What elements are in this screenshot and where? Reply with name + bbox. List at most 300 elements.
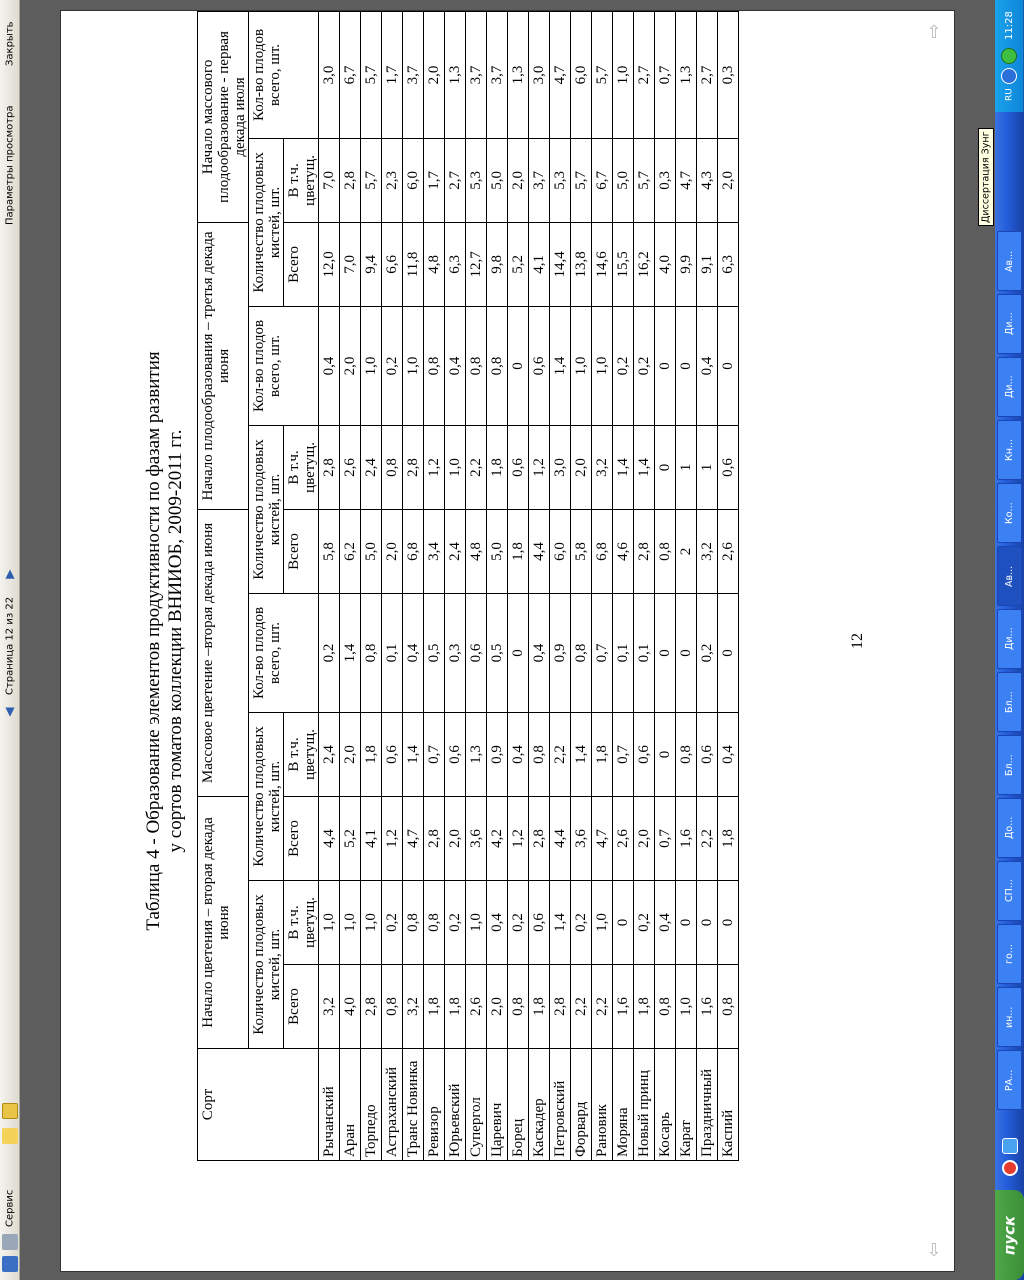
table-cell: 0,9 bbox=[487, 713, 508, 797]
table-cell: 0,2 bbox=[445, 881, 466, 965]
table-cell: 2,0 bbox=[718, 138, 739, 222]
header-fruits: Кол-во плодов всего, шт. bbox=[249, 12, 319, 139]
taskbar-button[interactable] bbox=[997, 483, 1022, 543]
table-row bbox=[424, 12, 445, 1161]
variety-name: Каскадер bbox=[529, 1049, 550, 1161]
table-cell: 1,3 bbox=[508, 12, 529, 139]
variety-name: Моряна bbox=[613, 1049, 634, 1161]
table-cell: 2,0 bbox=[487, 965, 508, 1049]
table-cell: 0,8 bbox=[655, 509, 676, 593]
next-page-icon[interactable]: ▼ bbox=[3, 568, 17, 582]
table-cell: 4,0 bbox=[340, 965, 361, 1049]
table-cell: 0,6 bbox=[445, 713, 466, 797]
table-cell: 6,3 bbox=[445, 222, 466, 306]
table-cell: 4,6 bbox=[613, 509, 634, 593]
table-cell: 0,3 bbox=[718, 12, 739, 139]
table-cell: 2,6 bbox=[718, 509, 739, 593]
table-cell: 0 bbox=[655, 593, 676, 712]
table-cell: 6,6 bbox=[382, 222, 403, 306]
table-cell: 12,7 bbox=[466, 222, 487, 306]
header-phase-1: Начало цветения – вторая декада июня bbox=[198, 797, 249, 1049]
scroll-up-icon[interactable]: ⇧ bbox=[926, 21, 942, 43]
table-cell: 5,0 bbox=[361, 509, 382, 593]
table-cell: 0,2 bbox=[382, 306, 403, 425]
table-row bbox=[466, 12, 487, 1161]
table-cell: 0,1 bbox=[634, 593, 655, 712]
taskbar-button[interactable] bbox=[997, 294, 1022, 354]
service-label: Сервис bbox=[4, 1189, 16, 1227]
table-cell: 4,2 bbox=[487, 797, 508, 881]
header-brush: Количество плодовых кистей, шт. bbox=[249, 425, 284, 593]
variety-name: Астраханский bbox=[382, 1049, 403, 1161]
table-cell: 0,2 bbox=[319, 593, 340, 712]
rotated-content bbox=[61, 11, 954, 1271]
taskbar-button[interactable] bbox=[997, 1050, 1022, 1110]
variety-name: Косарь bbox=[655, 1049, 676, 1161]
table-cell: 1,0 bbox=[361, 881, 382, 965]
table-cell: 0,4 bbox=[718, 713, 739, 797]
table-cell: 5,3 bbox=[466, 138, 487, 222]
table-cell: 1,2 bbox=[424, 425, 445, 509]
table-cell: 2,8 bbox=[340, 138, 361, 222]
table-row bbox=[445, 12, 466, 1161]
table-cell: 2,4 bbox=[361, 425, 382, 509]
table-cell: 2,0 bbox=[424, 12, 445, 139]
table-row bbox=[487, 12, 508, 1161]
table-row bbox=[718, 12, 739, 1161]
table-cell: 1,6 bbox=[697, 965, 718, 1049]
table-cell: 1,7 bbox=[382, 12, 403, 139]
table-cell: 6,0 bbox=[571, 12, 592, 139]
table-cell: 0 bbox=[655, 425, 676, 509]
table-cell: 2,7 bbox=[445, 138, 466, 222]
table-cell: 7,0 bbox=[340, 222, 361, 306]
table-cell: 1,8 bbox=[424, 965, 445, 1049]
close-label: Закрыть bbox=[4, 21, 16, 66]
table-row bbox=[382, 12, 403, 1161]
variety-name: Царевич bbox=[487, 1049, 508, 1161]
table-cell: 0 bbox=[655, 306, 676, 425]
table-cell: 0,8 bbox=[424, 306, 445, 425]
variety-name: Борец bbox=[508, 1049, 529, 1161]
table-cell: 0,8 bbox=[508, 965, 529, 1049]
view-params-label: Параметры просмотра bbox=[4, 105, 16, 225]
variety-name: Новый принц bbox=[634, 1049, 655, 1161]
taskbar-button[interactable] bbox=[997, 231, 1022, 291]
variety-name: Рычанский bbox=[319, 1049, 340, 1161]
table-cell: 1 bbox=[676, 425, 697, 509]
table-cell: 4,7 bbox=[676, 138, 697, 222]
table-cell: 2 bbox=[676, 509, 697, 593]
table-cell: 6,2 bbox=[340, 509, 361, 593]
table-cell: 5,2 bbox=[340, 797, 361, 881]
taskbar-button-label: Ав... bbox=[1004, 565, 1015, 587]
table-cell: 2,0 bbox=[445, 797, 466, 881]
variety-name: Супергол bbox=[466, 1049, 487, 1161]
language-icon[interactable] bbox=[1001, 68, 1017, 84]
table-cell: 0,8 bbox=[361, 593, 382, 712]
table-cell: 0,6 bbox=[634, 713, 655, 797]
table-cell: 6,8 bbox=[403, 509, 424, 593]
taskbar-button-label: Ди... bbox=[1004, 312, 1015, 336]
variety-name: Форвард bbox=[571, 1049, 592, 1161]
variety-name: Торпедо bbox=[361, 1049, 382, 1161]
table-cell: 0 bbox=[508, 306, 529, 425]
table-cell: 3,2 bbox=[319, 965, 340, 1049]
table-cell: 0 bbox=[676, 306, 697, 425]
table-cell: 0 bbox=[697, 881, 718, 965]
network-icon[interactable] bbox=[1001, 48, 1017, 64]
tooltip-text: Диссертация Зунг bbox=[980, 131, 992, 223]
table-cell: 0,8 bbox=[571, 593, 592, 712]
table-cell: 2,7 bbox=[634, 12, 655, 139]
table-cell: 4,4 bbox=[550, 797, 571, 881]
table-row bbox=[319, 12, 340, 1161]
table-cell: 0,8 bbox=[403, 881, 424, 965]
table-cell: 0 bbox=[655, 713, 676, 797]
table-row bbox=[403, 12, 424, 1161]
taskbar-button-label: Ко... bbox=[1004, 502, 1015, 524]
table-cell: 1,8 bbox=[487, 425, 508, 509]
page-number: 12 bbox=[849, 633, 866, 649]
view-params-menu[interactable] bbox=[0, 75, 20, 225]
table-cell: 0 bbox=[718, 593, 739, 712]
table-cell: 2,8 bbox=[403, 425, 424, 509]
taskbar-button-label: Ав... bbox=[1004, 250, 1015, 272]
taskbar-button-label: РА... bbox=[1004, 1069, 1015, 1091]
variety-name: Карат bbox=[676, 1049, 697, 1161]
prev-page-icon[interactable]: ▲ bbox=[3, 706, 17, 720]
table-cell: 3,6 bbox=[466, 797, 487, 881]
table-cell: 1,8 bbox=[592, 713, 613, 797]
title-line-2: у сортов томатов коллекции ВНИИОБ, 2009-2011 гг. bbox=[165, 429, 186, 853]
table-cell: 0,6 bbox=[529, 881, 550, 965]
taskbar-button-label: Бл... bbox=[1004, 691, 1015, 713]
start-button[interactable] bbox=[995, 1190, 1024, 1280]
close-button[interactable] bbox=[0, 0, 20, 66]
language-indicator[interactable]: RU bbox=[1004, 88, 1015, 102]
table-cell: 0,4 bbox=[445, 306, 466, 425]
table-cell: 6,3 bbox=[718, 222, 739, 306]
table-cell: 0,8 bbox=[487, 306, 508, 425]
table-cell: 3,2 bbox=[592, 425, 613, 509]
taskbar-button[interactable] bbox=[997, 987, 1022, 1047]
taskbar-button[interactable] bbox=[997, 546, 1022, 606]
table-cell: 1,4 bbox=[634, 425, 655, 509]
table-cell: 2,8 bbox=[529, 797, 550, 881]
table-cell: 0,2 bbox=[508, 881, 529, 965]
table-cell: 0,3 bbox=[445, 593, 466, 712]
folder-icon[interactable] bbox=[2, 1103, 18, 1119]
table-cell: 1,4 bbox=[340, 593, 361, 712]
table-cell: 4,4 bbox=[529, 509, 550, 593]
table-cell: 2,6 bbox=[613, 797, 634, 881]
table-cell: 5,7 bbox=[571, 138, 592, 222]
table-cell: 0 bbox=[718, 306, 739, 425]
page-view-icon[interactable] bbox=[2, 1256, 18, 1272]
tooltip bbox=[978, 128, 994, 226]
table-cell: 0,5 bbox=[487, 593, 508, 712]
table-cell: 4,7 bbox=[403, 797, 424, 881]
table-row bbox=[697, 12, 718, 1161]
variety-name: Аран bbox=[340, 1049, 361, 1161]
table-cell: 0,2 bbox=[634, 881, 655, 965]
service-menu[interactable] bbox=[0, 1155, 20, 1227]
header-total: Всего bbox=[284, 965, 319, 1049]
table-row bbox=[340, 12, 361, 1161]
document-page bbox=[60, 10, 955, 1272]
header-total: Всего bbox=[284, 222, 319, 306]
table-cell: 0,7 bbox=[424, 713, 445, 797]
table-cell: 11,8 bbox=[403, 222, 424, 306]
table-cell: 1,4 bbox=[403, 713, 424, 797]
taskbar-button-label: До... bbox=[1004, 816, 1015, 840]
table-cell: 0 bbox=[676, 593, 697, 712]
opera-icon[interactable] bbox=[1002, 1160, 1018, 1176]
table-cell: 7,0 bbox=[319, 138, 340, 222]
table-cell: 2,0 bbox=[634, 797, 655, 881]
variety-name: Юрьевский bbox=[445, 1049, 466, 1161]
table-cell: 0,4 bbox=[487, 881, 508, 965]
taskbar-button[interactable] bbox=[997, 357, 1022, 417]
table-cell: 3,7 bbox=[487, 12, 508, 139]
table-cell: 1,4 bbox=[613, 425, 634, 509]
table-cell: 5,7 bbox=[592, 12, 613, 139]
table-cell: 0,7 bbox=[613, 713, 634, 797]
table-row bbox=[508, 12, 529, 1161]
table-cell: 1 bbox=[697, 425, 718, 509]
table-cell: 0,8 bbox=[466, 306, 487, 425]
table-cell: 0,3 bbox=[655, 138, 676, 222]
table-cell: 9,4 bbox=[361, 222, 382, 306]
variety-name: Каспий bbox=[718, 1049, 739, 1161]
table-cell: 5,0 bbox=[487, 138, 508, 222]
table-cell: 1,0 bbox=[676, 965, 697, 1049]
table-cell: 0,9 bbox=[550, 593, 571, 712]
table-cell: 0,6 bbox=[466, 593, 487, 712]
taskbar-button[interactable] bbox=[997, 924, 1022, 984]
variety-name: Ревизор bbox=[424, 1049, 445, 1161]
table-cell: 0,4 bbox=[529, 593, 550, 712]
header-flowering: В т.ч. цветущ. bbox=[284, 713, 319, 797]
table-cell: 5,8 bbox=[319, 509, 340, 593]
table-cell: 0,2 bbox=[571, 881, 592, 965]
table-cell: 1,0 bbox=[361, 306, 382, 425]
title-line-1: Таблица 4 - Образование элементов продуктивности по фазам развития bbox=[143, 351, 164, 931]
table-cell: 3,2 bbox=[697, 509, 718, 593]
taskbar-button[interactable] bbox=[997, 420, 1022, 480]
table-cell: 4,0 bbox=[655, 222, 676, 306]
table-cell: 0,4 bbox=[508, 713, 529, 797]
table-cell: 1,0 bbox=[592, 881, 613, 965]
table-cell: 2,8 bbox=[319, 425, 340, 509]
table-cell: 0,5 bbox=[424, 593, 445, 712]
table-cell: 4,3 bbox=[697, 138, 718, 222]
page-indicator bbox=[0, 585, 20, 695]
variety-name: Транс Новинка bbox=[403, 1049, 424, 1161]
taskbar-button[interactable] bbox=[997, 798, 1022, 858]
table-cell: 0,4 bbox=[697, 306, 718, 425]
clock: 11:28 bbox=[1004, 11, 1015, 41]
taskbar-button[interactable] bbox=[997, 861, 1022, 921]
table-cell: 0,7 bbox=[655, 797, 676, 881]
viewer-toolbar bbox=[0, 0, 20, 1280]
table-row bbox=[676, 12, 697, 1161]
table-cell: 6,7 bbox=[340, 12, 361, 139]
table-cell: 2,2 bbox=[571, 965, 592, 1049]
table-cell: 15,5 bbox=[613, 222, 634, 306]
table-cell: 1,0 bbox=[592, 306, 613, 425]
table-cell: 1,0 bbox=[613, 12, 634, 139]
variety-name: Праздничный bbox=[697, 1049, 718, 1161]
table-cell: 5,3 bbox=[550, 138, 571, 222]
variety-name: Петровский bbox=[550, 1049, 571, 1161]
taskbar-button-label: Ди... bbox=[1004, 375, 1015, 399]
table-cell: 3,0 bbox=[529, 12, 550, 139]
table-cell: 2,4 bbox=[319, 713, 340, 797]
table-cell: 0,1 bbox=[613, 593, 634, 712]
table-cell: 1,8 bbox=[361, 713, 382, 797]
table-cell: 0,7 bbox=[655, 12, 676, 139]
table-cell: 2,2 bbox=[466, 425, 487, 509]
table-cell: 3,0 bbox=[550, 425, 571, 509]
print-icon[interactable] bbox=[2, 1234, 18, 1250]
table-cell: 3,4 bbox=[424, 509, 445, 593]
table-cell: 5,7 bbox=[361, 138, 382, 222]
header-sort: Сорт bbox=[198, 1049, 319, 1161]
table-row bbox=[592, 12, 613, 1161]
table-cell: 0,6 bbox=[382, 713, 403, 797]
taskbar-button-label: Бл... bbox=[1004, 754, 1015, 776]
table-cell: 3,7 bbox=[529, 138, 550, 222]
table-cell: 1,0 bbox=[403, 306, 424, 425]
table-cell: 0 bbox=[508, 593, 529, 712]
table-cell: 6,8 bbox=[592, 509, 613, 593]
taskbar-button-label: СП... bbox=[1004, 879, 1015, 903]
table-cell: 1,0 bbox=[571, 306, 592, 425]
table-cell: 4,1 bbox=[529, 222, 550, 306]
table-cell: 0,6 bbox=[697, 713, 718, 797]
taskbar-button[interactable] bbox=[997, 735, 1022, 795]
table-cell: 14,4 bbox=[550, 222, 571, 306]
table-cell: 4,7 bbox=[550, 12, 571, 139]
table-cell: 4,7 bbox=[592, 797, 613, 881]
table-cell: 0,4 bbox=[319, 306, 340, 425]
table-cell: 0,8 bbox=[529, 713, 550, 797]
header-brush: Количество плодовых кистей, шт. bbox=[249, 881, 284, 1049]
header-total: Всего bbox=[284, 797, 319, 881]
table-cell: 1,4 bbox=[550, 881, 571, 965]
taskbar-button-label: Ди... bbox=[1004, 627, 1015, 651]
table-cell: 0,1 bbox=[382, 593, 403, 712]
header-flowering: В т.ч. цветущ. bbox=[284, 138, 319, 222]
header-fruits: Кол-во плодов всего, шт. bbox=[249, 306, 319, 425]
table-cell: 5,0 bbox=[487, 509, 508, 593]
table-cell: 2,0 bbox=[508, 138, 529, 222]
table-row bbox=[529, 12, 550, 1161]
table-cell: 0,8 bbox=[424, 881, 445, 965]
table-cell: 14,6 bbox=[592, 222, 613, 306]
ie-icon[interactable] bbox=[1002, 1138, 1018, 1154]
table-row bbox=[634, 12, 655, 1161]
table-cell: 0,4 bbox=[655, 881, 676, 965]
table-cell: 0,8 bbox=[655, 965, 676, 1049]
table-cell: 4,8 bbox=[466, 509, 487, 593]
scroll-down-icon[interactable]: ⇩ bbox=[926, 1239, 942, 1261]
table-cell: 0 bbox=[676, 881, 697, 965]
header-total: Всего bbox=[284, 509, 319, 593]
table-cell: 1,0 bbox=[340, 881, 361, 965]
table-cell: 1,4 bbox=[571, 713, 592, 797]
taskbar-button-label: го... bbox=[1004, 944, 1015, 964]
table-cell: 2,7 bbox=[697, 12, 718, 139]
header-flowering: В т.ч. цветущ. bbox=[284, 425, 319, 509]
table-cell: 2,2 bbox=[592, 965, 613, 1049]
table-cell: 4,4 bbox=[319, 797, 340, 881]
table-cell: 0 bbox=[718, 881, 739, 965]
table-cell: 0,2 bbox=[697, 593, 718, 712]
table-cell: 0,2 bbox=[382, 881, 403, 965]
table-cell: 1,8 bbox=[634, 965, 655, 1049]
table-cell: 3,0 bbox=[319, 12, 340, 139]
table-cell: 1,6 bbox=[676, 797, 697, 881]
header-phase-4: Начало массового плодообразование - первая декада июля bbox=[198, 12, 249, 223]
table-cell: 2,8 bbox=[550, 965, 571, 1049]
page-indicator-text: Страница 12 из 22 bbox=[4, 596, 16, 695]
table-cell: 5,7 bbox=[361, 12, 382, 139]
table-cell: 4,1 bbox=[361, 797, 382, 881]
table-cell: 5,2 bbox=[508, 222, 529, 306]
table-cell: 1,8 bbox=[529, 965, 550, 1049]
table-cell: 2,2 bbox=[550, 713, 571, 797]
table-cell: 1,8 bbox=[718, 797, 739, 881]
table-cell: 2,0 bbox=[571, 425, 592, 509]
table-cell: 3,2 bbox=[403, 965, 424, 1049]
table-cell: 5,0 bbox=[613, 138, 634, 222]
table-cell: 1,4 bbox=[550, 306, 571, 425]
table-cell: 0,4 bbox=[403, 593, 424, 712]
table-cell: 2,8 bbox=[634, 509, 655, 593]
header-phase-2: Массовое цветение –вторая декада июня bbox=[198, 509, 249, 796]
table-cell: 1,3 bbox=[445, 12, 466, 139]
taskbar-button[interactable] bbox=[997, 609, 1022, 669]
table-cell: 6,7 bbox=[592, 138, 613, 222]
table-cell: 3,6 bbox=[571, 797, 592, 881]
data-table bbox=[197, 11, 739, 1161]
table-cell: 0,8 bbox=[382, 965, 403, 1049]
taskbar-button[interactable] bbox=[997, 672, 1022, 732]
table-cell: 0,6 bbox=[718, 425, 739, 509]
table-cell: 1,2 bbox=[508, 797, 529, 881]
table-cell: 2,0 bbox=[340, 306, 361, 425]
taskbar-button-label: ин... bbox=[1004, 1006, 1015, 1028]
table-cell: 6,0 bbox=[403, 138, 424, 222]
table-cell: 2,3 bbox=[382, 138, 403, 222]
spellcheck-icon[interactable] bbox=[2, 1128, 18, 1144]
table-cell: 9,1 bbox=[697, 222, 718, 306]
table-cell: 1,2 bbox=[382, 797, 403, 881]
table-cell: 2,6 bbox=[466, 965, 487, 1049]
table-cell: 12,0 bbox=[319, 222, 340, 306]
table-row bbox=[361, 12, 382, 1161]
table-cell: 0,8 bbox=[676, 713, 697, 797]
table-cell: 0,8 bbox=[718, 965, 739, 1049]
header-flowering: В т.ч. цветущ. bbox=[284, 881, 319, 965]
table-cell: 0,2 bbox=[613, 306, 634, 425]
table-cell: 2,0 bbox=[382, 509, 403, 593]
table-cell: 5,8 bbox=[571, 509, 592, 593]
table-cell: 1,3 bbox=[676, 12, 697, 139]
